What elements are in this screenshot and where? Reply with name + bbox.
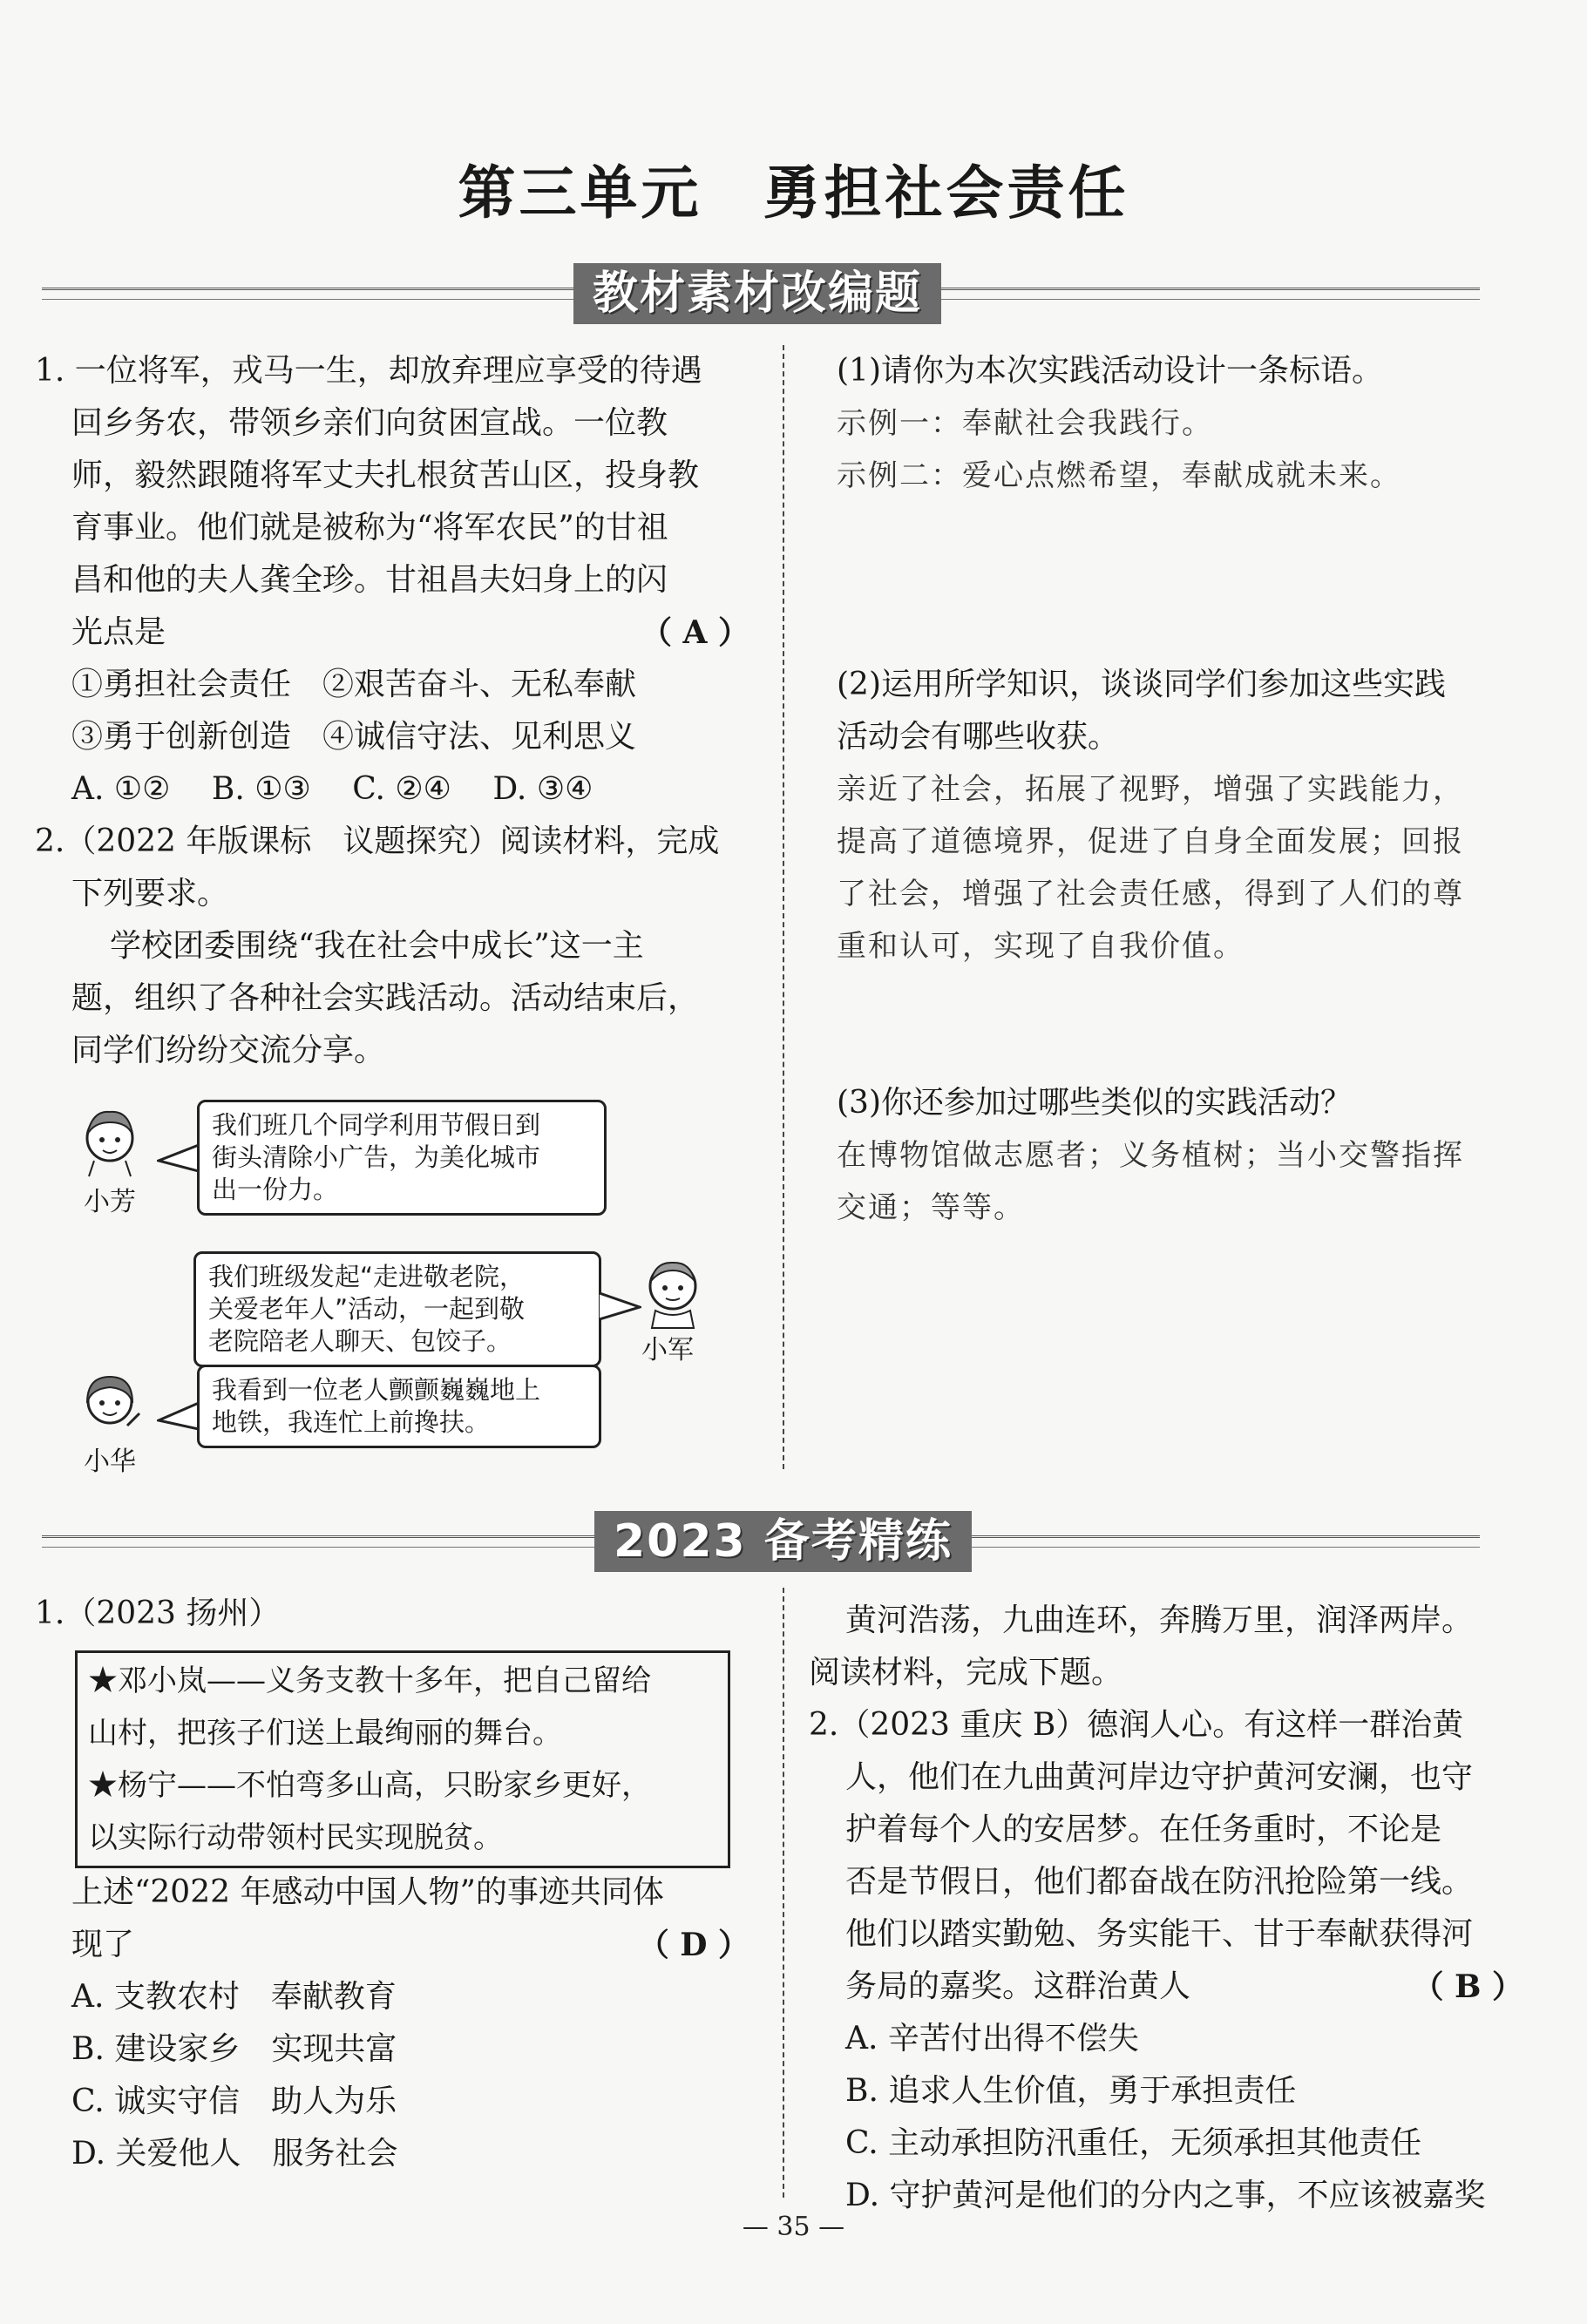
- bubble-line: 出一份力。: [212, 1175, 339, 1204]
- q1-option-line: ①勇担社会责任 ②艰苦奋斗、无私奉献: [71, 667, 637, 702]
- q1-choices: A. ①② B. ①③ C. ②④ D. ③④: [71, 771, 593, 807]
- material-line: 同学们纷纷交流分享。: [71, 1033, 386, 1068]
- boy-face-icon: [638, 1251, 708, 1330]
- sub1-answer: 示例二：爱心点燃希望，奉献成就未来。: [837, 458, 1401, 493]
- speech-bubble: [197, 1365, 601, 1448]
- section-label-text: 教材素材改编题: [593, 268, 923, 320]
- bubble-line: 我看到一位老人颤颤巍巍地上: [212, 1375, 541, 1405]
- bubble-tail: [157, 1399, 199, 1434]
- sub3-question: (3)你还参加过哪些类似的实践活动？: [837, 1085, 1352, 1121]
- s1-left-column: [35, 345, 749, 1077]
- sub1-question: (1)请你为本次实践活动设计一条标语。: [837, 353, 1383, 389]
- q2-intro: 阅读材料，完成下题。: [809, 1655, 1123, 1690]
- q2-answer: （ B ）: [1412, 1968, 1523, 2005]
- box-line: 以实际行动带领村民实现脱贫。: [88, 1820, 503, 1855]
- bubble-line: 街头清除小广告，为美化城市: [212, 1142, 541, 1172]
- sub2-question: 活动会有哪些收获。: [837, 719, 1120, 755]
- speaker-name: 小军: [641, 1335, 694, 1365]
- s1-right-column: [837, 345, 1525, 502]
- q1-head: 1.（2023 扬州）: [35, 1596, 281, 1631]
- q1-option: C. 诚实守信 助人为乐: [71, 2083, 397, 2119]
- q2-line-end: 务局的嘉奖。这群治黄人: [845, 1968, 1191, 2004]
- bubble-tail: [600, 1290, 641, 1325]
- bubble-tail: [157, 1142, 199, 1176]
- sub2-answer: 重和认可，实现了自我价值。: [837, 929, 1245, 964]
- sub3-answer: 交通；等等。: [837, 1190, 1025, 1225]
- q1-line-end: 光点是: [71, 614, 166, 650]
- q2-line: 否是节假日，他们都奋战在防汛抢险第一线。: [845, 1864, 1474, 1900]
- girl-face-icon: [75, 1100, 145, 1178]
- sub2-answer: 提高了道德境界，促进了自身全面发展；回报: [837, 824, 1464, 859]
- page-number: — 35 —: [742, 2212, 845, 2242]
- bubble-line: 我们班级发起“走进敬老院，: [208, 1262, 526, 1291]
- q1-line: 1. 一位将军，戎马一生，却放弃理应享受的待遇: [35, 353, 702, 389]
- section-banner-materials: [42, 263, 1480, 324]
- q1-option-line: ③勇于创新创造 ④诚信守法、见利思义: [71, 719, 637, 755]
- bubble-line: 老院陪老人聊天、包饺子。: [208, 1326, 512, 1356]
- box-line: ★邓小岚——义务支教十多年，把自己留给: [88, 1663, 651, 1698]
- q1-answer: （ D ）: [637, 1927, 749, 1963]
- q1-line: 昌和他的夫人龚全珍。甘祖昌夫妇身上的闪: [71, 562, 668, 598]
- q1-line: [35, 606, 749, 659]
- s2-left-head: [35, 1588, 749, 1640]
- material-line: 学校团委围绕“我在社会中成长”这一主: [110, 928, 644, 964]
- q2-line: 人，他们在九曲黄河岸边守护黄河安澜，也守: [845, 1759, 1474, 1795]
- q1-stem: 上述“2022 年感动中国人物”的事迹共同体: [71, 1874, 664, 1910]
- bubble-line: 地铁，我连忙上前搀扶。: [212, 1407, 491, 1437]
- s1-right-sub3: [837, 1077, 1525, 1234]
- q2-line: 2.（2023 重庆 B）德润人心。有这样一群治黄: [809, 1707, 1464, 1743]
- section-banner-practice: [42, 1511, 1480, 1572]
- section-label: [594, 1511, 972, 1572]
- s1-right-sub2: [837, 659, 1525, 972]
- q2-line: 下列要求。: [71, 876, 229, 911]
- column-divider: [783, 1588, 784, 2198]
- speaker-name: 小芳: [84, 1187, 136, 1217]
- q1-option: B. 建设家乡 实现共富: [71, 2031, 397, 2067]
- sub1-answer: 示例一：奉献社会我践行。: [837, 406, 1213, 441]
- material-box: [75, 1650, 730, 1868]
- q2-option: A. 辛苦付出得不偿失: [845, 2021, 1139, 2056]
- q1-answer: （ A ）: [641, 614, 749, 651]
- sub2-answer: 了社会，增强了社会责任感，得到了人们的尊: [837, 877, 1464, 911]
- q1-stem-end: 现了: [71, 1927, 135, 1962]
- speaker-name: 小华: [84, 1447, 136, 1477]
- q2-line: 他们以踏实勤勉、务实能干、甘于奉献获得河: [845, 1916, 1474, 1952]
- q1-line: 回乡务农，带领乡亲们向贫困宣战。一位教: [71, 405, 668, 441]
- unit-title: 第三单元 勇担社会责任: [458, 159, 1129, 227]
- section-label: [573, 263, 941, 324]
- sub2-answer: 亲近了社会，拓展了视野，增强了实践能力，: [837, 772, 1464, 807]
- q2-intro: 黄河浩荡，九曲连环，奔腾万里，润泽两岸。: [845, 1602, 1474, 1638]
- q2-line: 2.（2022 年版课标 议题探究）阅读材料，完成: [35, 823, 720, 859]
- q2-line: 护着每个人的安居梦。在任务重时，不论是: [845, 1812, 1442, 1847]
- material-line: 题，组织了各种社会实践活动。活动结束后，: [71, 980, 700, 1016]
- q1-line: 育事业。他们就是被称为“将军农民”的甘祖: [71, 510, 668, 545]
- q1-option: D. 关爱他人 服务社会: [71, 2136, 398, 2172]
- q2-option: B. 追求人生价值，勇于承担责任: [845, 2073, 1297, 2109]
- sub3-answer: 在博物馆做志愿者；义务植树；当小交警指挥: [837, 1138, 1464, 1173]
- s2-right-column: [809, 1595, 1523, 2222]
- box-line: 山村，把孩子们送上最绚丽的舞台。: [88, 1716, 562, 1751]
- section-label-text: 2023 备考精练: [614, 1515, 953, 1568]
- bubble-line: 关爱老年人”活动，一起到敬: [208, 1294, 526, 1324]
- speech-bubble: [193, 1251, 601, 1367]
- speech-bubble: [197, 1100, 607, 1216]
- q2-line: [809, 1961, 1523, 2013]
- q2-option: D. 守护黄河是他们的分内之事，不应该被嘉奖: [845, 2178, 1486, 2213]
- sub2-question: (2)运用所学知识，谈谈同学们参加这些实践: [837, 667, 1446, 702]
- column-divider: [783, 345, 784, 1469]
- q1-option: A. 支教农村 奉献教育: [71, 1979, 397, 2015]
- girl-face-icon: [75, 1365, 145, 1443]
- s2-left-column: [35, 1867, 749, 2180]
- bubble-line: 我们班几个同学利用节假日到: [212, 1110, 541, 1140]
- q1-line: 师，毅然跟随将军丈夫扎根贫苦山区，投身教: [71, 457, 700, 493]
- box-line: ★杨宁——不怕弯多山高，只盼家乡更好，: [88, 1768, 651, 1803]
- q2-option: C. 主动承担防汛重任，无须承担其他责任: [845, 2125, 1422, 2161]
- q1-stem: [35, 1919, 749, 1971]
